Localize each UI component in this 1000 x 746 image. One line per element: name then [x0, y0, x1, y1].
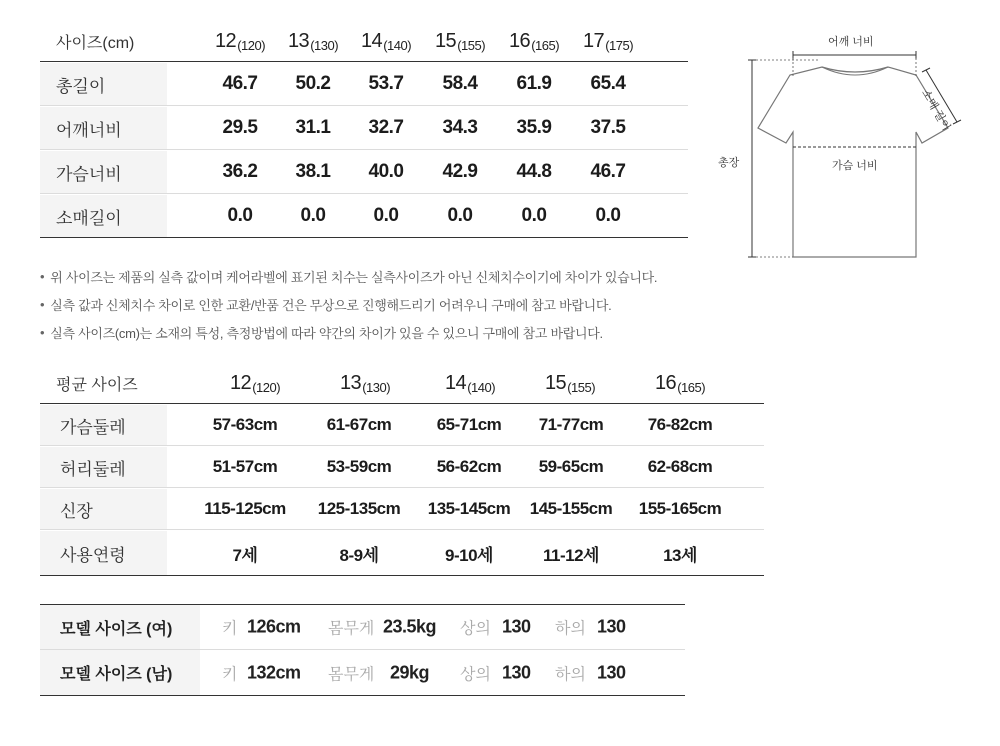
tshirt-diagram: [710, 20, 1000, 280]
size-col-header: [205, 22, 275, 61]
row-label: 가슴둘레: [40, 405, 167, 445]
size-main: 15: [544, 372, 567, 394]
top-value: 130: [502, 662, 531, 682]
avg-value: 115-125cm: [204, 499, 286, 518]
size-value: 34.3: [442, 117, 478, 138]
height-value: 132cm: [247, 662, 301, 682]
size-sub: (120): [252, 380, 281, 395]
weight-key: 몸무게: [328, 666, 375, 683]
average-size-table: [40, 364, 764, 576]
row-label: 가슴너비: [40, 151, 167, 193]
avg-value: 8-9세: [339, 545, 379, 565]
size-value: 46.7: [590, 161, 626, 182]
size-value: 42.9: [442, 161, 478, 182]
height-key: 키: [222, 620, 238, 638]
bullet-icon: •: [40, 296, 45, 312]
avg-value: 61-67cm: [326, 415, 392, 434]
size-main: 16: [654, 372, 677, 394]
avg-row-height: [40, 489, 764, 530]
size-value: 0.0: [227, 205, 253, 226]
note-text: 실측 값과 신체치수 차이로 인한 교환/반품 건은 무상으로 진행해드리기 어려우니 구매에 참고 바랍니다.: [50, 297, 612, 313]
size-sub: (155): [457, 38, 486, 53]
size-sub: (130): [310, 38, 339, 53]
avg-value: 7세: [232, 545, 258, 565]
size-value: 0.0: [521, 205, 547, 226]
chest-width-label: 가슴 너비: [832, 160, 878, 172]
weight-value: 29kg: [390, 662, 430, 682]
size-sub: (130): [362, 380, 391, 395]
row-label: 총길이: [40, 63, 167, 105]
bottom-key: 하의: [555, 620, 586, 638]
avg-value: 11-12세: [543, 545, 599, 565]
bottom-value: 130: [597, 616, 626, 637]
model-label: 모델 사이즈 (남): [40, 650, 200, 695]
note-text: 실측 사이즈(cm)는 소재의 특성, 측정방법에 따라 약간의 차이가 있을 수 있으니 구매에 참고 바랍니다.: [50, 325, 603, 341]
size-value: 0.0: [373, 205, 399, 226]
size-sub: (155): [567, 380, 596, 395]
avg-value: 135-145cm: [427, 499, 511, 518]
size-col-header: [625, 364, 735, 403]
size-col-header: [498, 22, 570, 61]
size-main: 13: [287, 30, 310, 52]
avg-value: 57-63cm: [212, 415, 278, 434]
height-value: 126cm: [247, 616, 301, 637]
model-size-table: [40, 604, 685, 696]
bottom-value: 130: [597, 662, 626, 682]
bottom-key: 하의: [555, 666, 586, 683]
note-text: 위 사이즈는 제품의 실측 값이며 케어라벨에 표기된 치수는 실측사이즈가 아닌 신체치수이기에 차이가 있습니다.: [50, 269, 658, 285]
avg-value: 145-155cm: [529, 499, 613, 518]
avg-table-header: [40, 364, 764, 404]
note-item: [40, 262, 700, 290]
size-value: 50.2: [295, 73, 331, 94]
size-col-header: [277, 22, 349, 61]
avg-value: 65-71cm: [436, 415, 502, 434]
row-label: 소매길이: [40, 195, 167, 237]
size-value: 46.7: [222, 73, 258, 94]
size-sub: (140): [383, 38, 412, 53]
size-sub: (140): [467, 380, 496, 395]
model-row-female: [40, 605, 685, 650]
size-main: 17: [582, 30, 605, 52]
notes-list: [40, 262, 700, 346]
top-value: 130: [502, 616, 531, 637]
size-table-header: [40, 22, 688, 62]
size-value: 40.0: [368, 161, 404, 182]
size-sub: (165): [531, 38, 560, 53]
size-col-header: [310, 364, 420, 403]
avg-value: 53-59cm: [326, 457, 392, 476]
avg-row-age: [40, 531, 764, 576]
bullet-icon: •: [40, 268, 45, 284]
avg-row-waist: [40, 447, 764, 488]
total-length-label: 총장: [718, 157, 740, 169]
size-value: 31.1: [295, 117, 331, 138]
size-value: 35.9: [516, 117, 552, 138]
size-main: 12: [214, 30, 237, 52]
avg-value: 71-77cm: [538, 415, 604, 434]
row-label: 어깨너비: [40, 107, 167, 149]
row-label: 허리둘레: [40, 447, 167, 487]
size-value: 65.4: [590, 73, 626, 94]
weight-key: 몸무게: [328, 620, 375, 638]
size-value: 29.5: [222, 117, 258, 138]
size-table-header-label: 사이즈(cm): [56, 35, 135, 52]
top-key: 상의: [460, 666, 491, 683]
avg-value: 51-57cm: [212, 457, 278, 476]
top-key: 상의: [460, 620, 491, 638]
avg-value: 59-65cm: [538, 457, 604, 476]
size-main: 12: [229, 372, 252, 394]
model-label: 모델 사이즈 (여): [40, 605, 200, 649]
size-main: 15: [434, 30, 457, 52]
size-col-header: [572, 22, 644, 61]
avg-value: 9-10세: [445, 545, 493, 565]
note-item: [40, 318, 700, 346]
size-value: 0.0: [447, 205, 473, 226]
weight-value: 23.5kg: [383, 616, 437, 637]
size-sub: (120): [237, 38, 266, 53]
tshirt-illustration: [710, 20, 1000, 280]
size-col-header: [520, 364, 620, 403]
avg-table-header-label: 평균 사이즈: [56, 377, 138, 394]
model-row-male: [40, 650, 685, 695]
size-value: 58.4: [442, 73, 478, 94]
size-col-header: [420, 364, 520, 403]
size-value: 36.2: [222, 161, 258, 182]
size-col-header: [351, 22, 421, 61]
size-value: 53.7: [368, 73, 404, 94]
size-row-sleeve: [40, 195, 688, 238]
size-main: 13: [339, 372, 362, 394]
size-main: 14: [360, 30, 383, 52]
size-value: 44.8: [516, 161, 552, 182]
avg-value: 155-165cm: [638, 499, 722, 518]
size-col-header: [424, 22, 496, 61]
size-table: [40, 22, 688, 238]
shoulder-width-label: 어깨 너비: [828, 36, 874, 48]
size-main: 16: [508, 30, 531, 52]
size-value: 0.0: [595, 205, 621, 226]
avg-value: 125-135cm: [317, 499, 401, 518]
avg-value: 62-68cm: [647, 457, 713, 476]
size-main: 14: [444, 372, 467, 394]
row-label: 신장: [40, 489, 167, 529]
sleeve-length-label: 소매 길이: [919, 87, 953, 133]
size-row-chest: [40, 151, 688, 194]
avg-value: 76-82cm: [647, 415, 713, 434]
bullet-icon: •: [40, 324, 45, 340]
size-value: 37.5: [590, 117, 626, 138]
size-col-header: [200, 364, 310, 403]
size-value: 0.0: [300, 205, 326, 226]
height-key: 키: [222, 666, 238, 683]
avg-row-chest: [40, 405, 764, 446]
size-sub: (175): [605, 38, 634, 53]
size-value: 38.1: [295, 161, 331, 182]
note-item: [40, 290, 700, 318]
size-sub: (165): [677, 380, 706, 395]
avg-value: 56-62cm: [436, 457, 502, 476]
size-row-shoulder: [40, 107, 688, 150]
row-label: 사용연령: [40, 531, 167, 575]
size-row-length: [40, 63, 688, 106]
size-value: 61.9: [516, 73, 552, 94]
avg-value: 13세: [663, 545, 697, 565]
size-value: 32.7: [368, 117, 404, 138]
